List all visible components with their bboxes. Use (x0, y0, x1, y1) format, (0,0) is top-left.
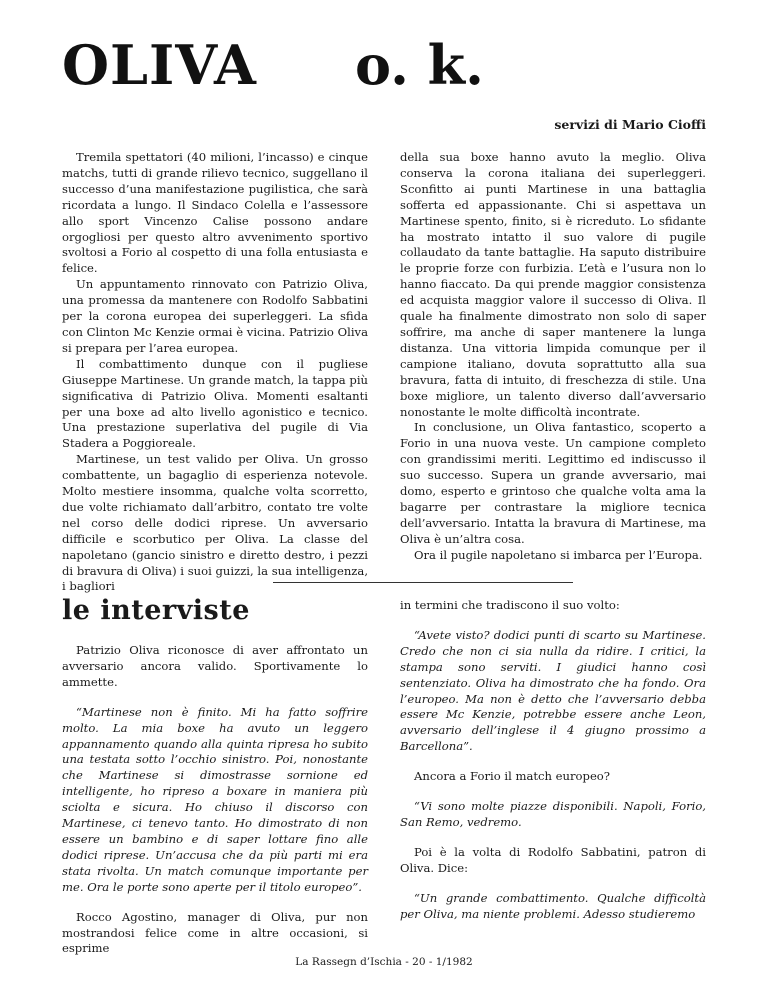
page-footer: La Rassegn d’Ischia - 20 - 1/1982 (295, 956, 473, 968)
article-left-column (62, 150, 368, 595)
paragraph: Tremila spettatori (40 milioni, l’incasso) e cinque matchs, tutti di grande rilievo tecnico, suggellano il successo d’una manifestazione pugilistica, che sarà ricordata a lungo. Il Sindaco Colella e l’assessore allo sport Vincenzo Calise possono andare orgogliosi per questo altro avvenimento sportivo svoltosi a Forio al cospetto di una folla entusiasta e felice. (62, 150, 368, 276)
quote-paragraph: “Avete visto? dodici punti di scarto su Martinese. Credo che non ci sia nulla da ridire. I critici, la stampa sono serviti. I giudici hanno così sentenziato. Oliva ha dimostrato che ha fondo. Ora l’europeo. Ma non è detto che l’avversario debba essere Mc Kenzie, potrebbe essere anche Leon, avversario dell’inglese il 4 giugno prossimo a Barcellona”. (400, 627, 706, 754)
byline: servizi di Mario Cioffi (554, 117, 706, 132)
quote-paragraph: “Vi sono molte piazze disponibili. Napoli, Forio, San Remo, vedremo. (400, 799, 706, 829)
page-title-right: o. k. (355, 33, 484, 97)
paragraph: Ancora a Forio il match europeo? (414, 769, 610, 784)
quote-paragraph: “Un grande combattimento. Qualche difficoltà per Oliva, ma niente problemi. Adesso studieremo (400, 890, 706, 921)
page-title-left: OLIVA (62, 33, 257, 97)
paragraph: Ora il pugile napoletano si imbarca per l’Europa. (414, 547, 703, 562)
interviews-right-column (400, 598, 706, 923)
paragraph: Rocco Agostino, manager di Oliva, pur non mostrandosi felice come in altre occasioni, si esprime (62, 909, 368, 956)
article-right-column (400, 150, 706, 564)
paragraph: in termini che tradiscono il suo volto: (400, 598, 620, 612)
paragraph: Il combattimento dunque con il pugliese Giuseppe Martinese. Un grande match, la tappa più significativa di Patrizio Oliva. Momenti esaltanti per una boxe ad alto livello agonistico e tecnico. Una prestazione superlativa del pugile di Via Stadera a Poggioreale. (62, 356, 368, 451)
paragraph: Martinese, un test valido per Oliva. Un grosso combattente, un bagaglio di esperienza notevole. Molto mestiere insomma, qualche volta scorretto, due volte richiamato dall’arbitro, contato tre volte nel corso delle dodici riprese. Un avversario difficile e scorbutico per Oliva. La classe del napoletano (gancio sinistro e diretto destro, i pezzi di bravura di Oliva) i suoi guizzi, la sua intelligenza, i bagliori (62, 452, 368, 594)
paragraph: In conclusione, un Oliva fantastico, scoperto a Forio in una nuova veste. Un campione completo con grandissimi meriti. Legittimo ed indiscusso il suo successo. Supera un grande avversario, mai domo, esperto e grintoso che qualche volta ama la bagarre per contrastare la migliore tecnica dell’avversario. Intatta la bravura di Martinese, ma Oliva è un’altra cosa. (400, 420, 706, 546)
section-divider (273, 582, 573, 583)
paragraph: Poi è la volta di Rodolfo Sabbatini, patron di Oliva. Dice: (400, 844, 706, 875)
section-title: le interviste (62, 595, 250, 626)
paragraph: della sua boxe hanno avuto la meglio. Oliva conserva la corona italiana dei superleggeri. Sconfitto ai punti Martinese in una battaglia sofferta ed appassionante. Chi si aspettava un Martinese spento, finito, si è ricreduto. Lo sfidante ha mostrato intatto il suo valore di pugile collaudato da tante battaglie. Ha saputo distribuire le proprie forze con furbizia. L’età e l’usura non lo hanno fiaccato. Da qui prende maggior consistenza ed acquista maggior valore il successo di Oliva. Il quale ha finalmente dimostrato non solo di saper soffrire, ma anche di saper mantenere la lunga distanza. Una vittoria limpida comunque per il campione italiano, dovuta soprattutto alla sua bravura, fatta di intuito, di freschezza di stile. Una boxe migliore, un talento diverso dall’avversario nonostante le molte difficoltà incontrate. (400, 150, 706, 419)
paragraph: Patrizio Oliva riconosce di aver affrontato un avversario ancora valido. Sportivamente lo ammette. (62, 643, 368, 689)
quote-paragraph: “Martinese non è finito. Mi ha fatto soffrire molto. La mia boxe ha avuto un leggero appannamento quando alla quinta ripresa ho subito una testata sotto l’occhio sinistro. Poi, nonostante che Martinese si dimostrasse sornione ed intelligente, ho ripreso a boxare in maniera più sciolta e sicura. Ho chiuso il discorso con Martinese, ci tenevo tanto. Ho dimostrato di non essere un bambino e di saper lottare fino alle dodici riprese. Un’accusa che da più parti mi era stata rivolta. Un match comunque importante per me. Ora le porte sono aperte per il titolo europeo”. (62, 704, 368, 894)
paragraph: Un appuntamento rinnovato con Patrizio Oliva, una promessa da mantenere con Rodolfo Sabbatini per la corona europea dei superleggeri. La sfida con Clinton Mc Kenzie ormai è vicina. Patrizio Oliva si prepara per l’area europea. (62, 277, 368, 355)
interviews-left-column (62, 643, 368, 957)
